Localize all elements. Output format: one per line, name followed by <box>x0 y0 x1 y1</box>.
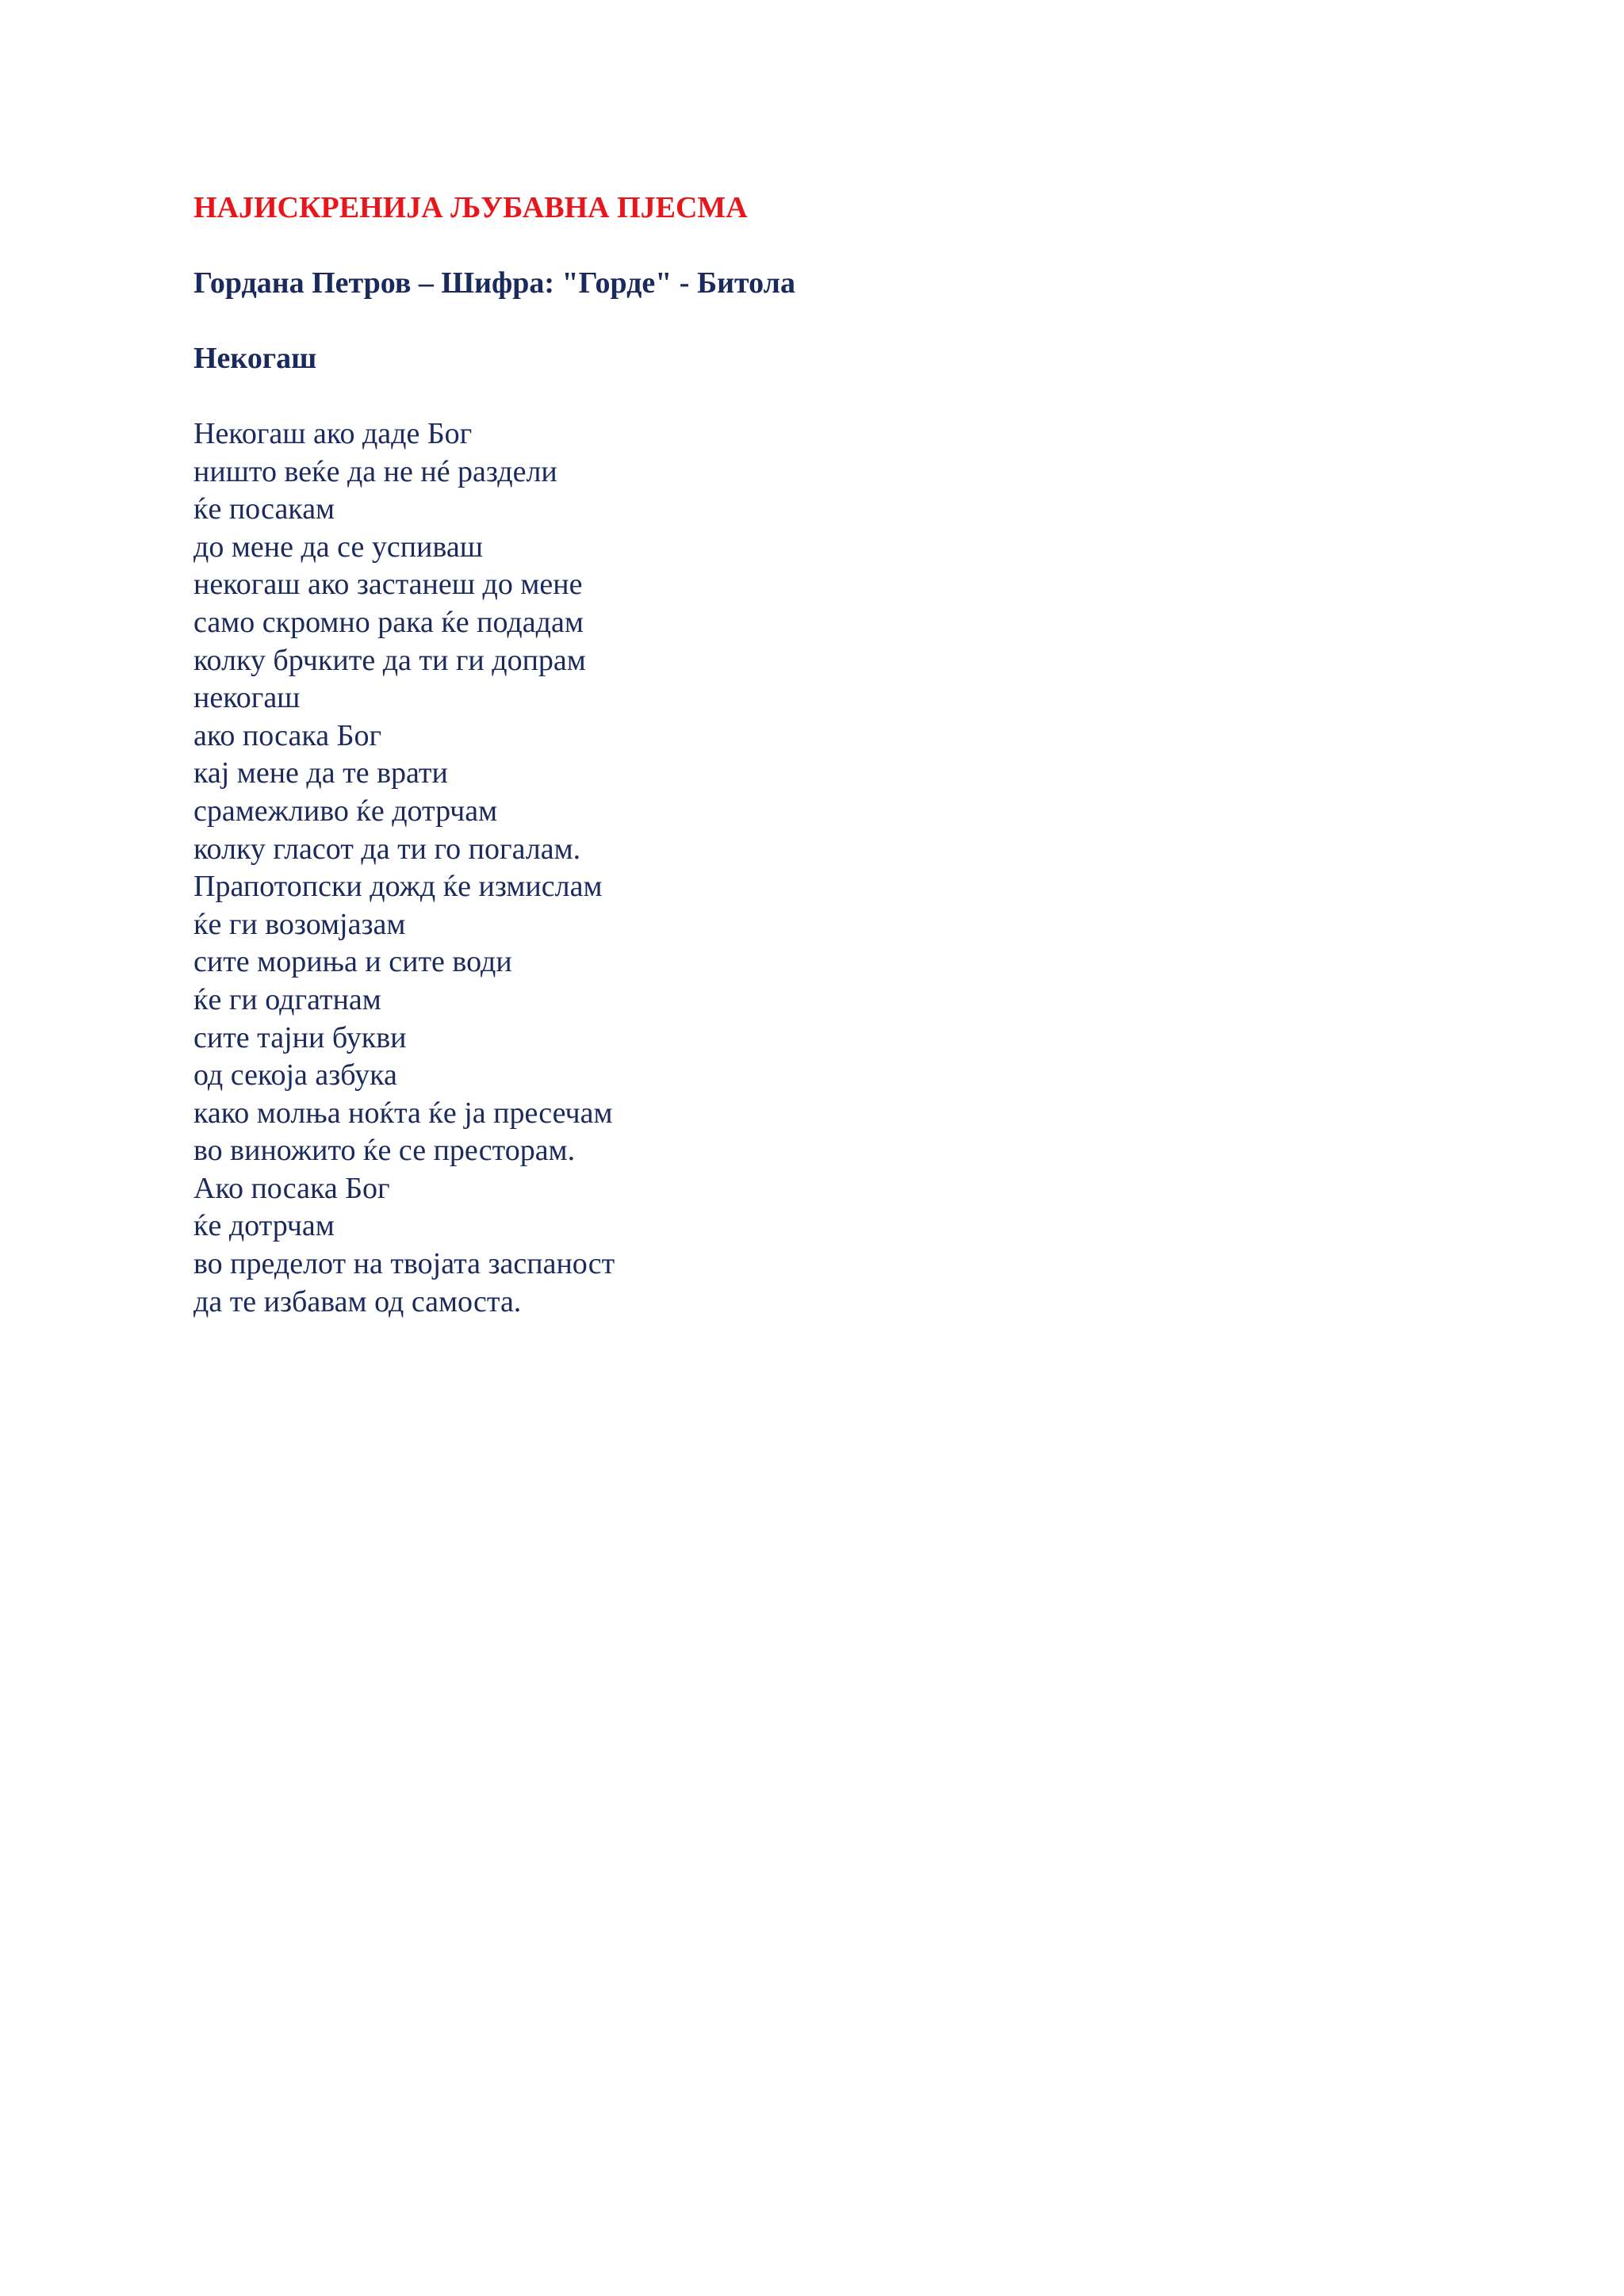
poem-line: ако посака Бог <box>193 718 382 752</box>
poem-line: некогаш ако застанеш до мене <box>193 568 583 602</box>
poem-line: кај мене да те врати <box>193 756 448 790</box>
poem-line: во пределот на твојата заспаност <box>193 1247 615 1281</box>
poem-line: сите морињa и сите води <box>193 945 512 979</box>
poem-line: колку брчките да ти ги допрам <box>193 643 586 677</box>
poem-line: ќе дотрчам <box>193 1209 335 1243</box>
poem-line: некогаш <box>193 681 301 715</box>
poem-line: само скромно рака ќе подадам <box>193 605 584 639</box>
poem-line: како молња ноќта ќе ја пресечам <box>193 1096 613 1130</box>
poem-line: ништо веќе да не нé раздели <box>193 454 557 488</box>
poem-title: Некогаш <box>193 342 317 375</box>
author-line: Гордана Петров – Шифра: "Горде" - Битола <box>193 266 795 300</box>
poem-line: до мене да се успиваш <box>193 530 483 564</box>
poem-body <box>193 415 1462 1321</box>
poem-line: колку гласот да ти го погалам. <box>193 832 581 866</box>
poem-line: Некогаш ако даде Бог <box>193 417 473 450</box>
poem-line: ќе посакам <box>193 492 335 526</box>
poem-line: Ако посака Бог <box>193 1171 390 1205</box>
document-title: НАЈИСКРЕНИЈА ЉУБАВНА ПЈЕСМА <box>193 191 748 224</box>
document-content <box>193 189 1462 1321</box>
poem-line: сите тајни букви <box>193 1020 407 1054</box>
poem-line: срамежливо ќе дотрчам <box>193 794 498 828</box>
poem-line: да те избавам од самоста. <box>193 1284 522 1318</box>
poem-line: од секоја азбука <box>193 1058 397 1093</box>
poem-line: ќе ги возомјазам <box>193 907 406 941</box>
poem-line: ќе ги одгатнам <box>193 982 381 1016</box>
poem-line: Прапотопски дожд ќе измислам <box>193 870 603 904</box>
poem-line: во виножито ќе се престорам. <box>193 1134 576 1168</box>
